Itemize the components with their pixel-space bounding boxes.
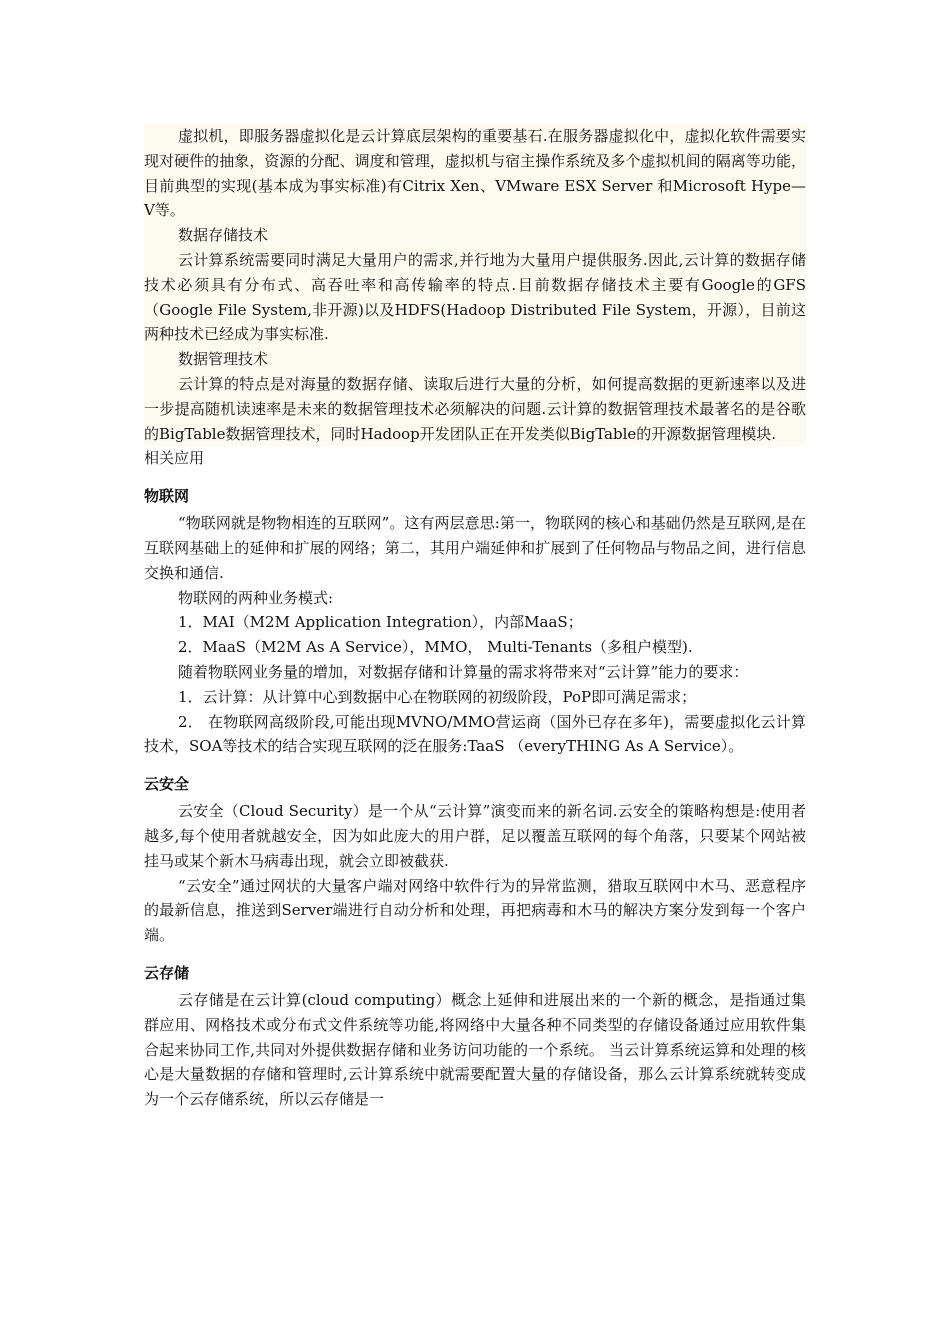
cloud-security-paragraph-2: “云安全”通过网状的大量客户端对网络中软件行为的异常监测，猎取互联网中木马、恶意程序的最新信息，推送到Server端进行自动分析和处理，再把病毒和木马的解决方案分发到每一个客户端。: [144, 876, 806, 945]
cloud-security-paragraph-1: 云安全（Cloud Security）是一个从“云计算”演变而来的新名词.云安全的策略构想是:使用者越多,每个使用者就越安全，因为如此庞大的用户群，足以覆盖互联网的每个角落，只要某个网站被挂马或某个新木马病毒出现，就会立即被截获.: [144, 802, 806, 870]
storage-tech-paragraph: 云计算系统需要同时满足大量用户的需求,并行地为大量用户提供服务.因此,云计算的数据存储技术必须具有分布式、高吞吐率和高传输率的特点.目前数据存储技术主要有Google的GFS（Google File System,非开源)以及HDFS(Hadoop Distributed File System，开源），目前这两种技术已经成为事实标准.: [144, 250, 806, 344]
cloud-storage-paragraph-1: 云存储是在云计算(cloud computing）概念上延伸和进展出来的一个新的概念，是指通过集群应用、网格技术或分布式文件系统等功能,将网络中大量各种不同类型的存储设备通过应用软件集合起来协同工作,共同对外提供数据存储和业务访问功能的一个系统。 当云计算系统运算和处理的核心是大量数据的存储和管理时,云计算系统中就需要配置大量的存储设备，那么云计算系统就转变成为一个云存储系统，所以云存储是一: [144, 990, 806, 1109]
iot-paragraph-5: 随着物联网业务量的增加，对数据存储和计算量的需求将带来对“云计算”能力的要求：: [178, 662, 749, 681]
iot-paragraph-4: 2．MaaS（M2M As A Service），MMO， Multi-Tenants（多租户模型).: [178, 638, 693, 657]
storage-tech-title: 数据存储技术: [178, 226, 269, 245]
virtualization-paragraph: 虚拟机，即服务器虚拟化是云计算底层架构的重要基石.在服务器虚拟化中，虚拟化软件需要实现对硬件的抽象，资源的分配、调度和管理，虚拟机与宿主操作系统及多个虚拟机间的隔离等功能，目前典型的实现(基本成为事实标准)有Citrix Xen、VMware ESX Server 和Microsoft Hype—V等。: [144, 127, 806, 220]
management-tech-paragraph: 云计算的特点是对海量的数据存储、读取后进行大量的分析，如何提高数据的更新速率以及进一步提高随机读速率是未来的数据管理技术必须解决的问题.云计算的数据管理技术最著名的是谷歌的BigTable数据管理技术，同时Hadoop开发团队正在开发类似BigTable的开源数据管理模块.: [144, 374, 806, 443]
cloud-storage-heading: 云存储: [144, 963, 190, 982]
iot-paragraph-2: 物联网的两种业务模式:: [178, 588, 334, 607]
related-apps-title: 相关应用: [144, 446, 806, 471]
management-tech-title: 数据管理技术: [178, 350, 269, 369]
iot-paragraph-7: 2． 在物联网高级阶段,可能出现MVNO/MMO营运商（国外已存在多年)，需要虚拟化云计算技术，SOA等技术的结合实现互联网的泛在服务:TaaS （everyTHING As A Service）。: [144, 712, 806, 756]
cloud-security-heading: 云安全: [144, 775, 190, 794]
iot-paragraph-6: 1．云计算：从计算中心到数据中心在物联网的初级阶段，PoP即可满足需求；: [178, 687, 697, 706]
shaded-block: [144, 124, 806, 446]
iot-paragraph-1: “物联网就是物物相连的互联网”。这有两层意思:第一，物联网的核心和基础仍然是互联网,是在互联网基础上的延伸和扩展的网络；第二，其用户端延伸和扩展到了任何物品与物品之间，进行信息交换和通信.: [144, 514, 806, 582]
document-body: [144, 124, 806, 1112]
iot-paragraph-3: 1．MAI（M2M Application Integration），内部MaaS；: [178, 613, 583, 632]
iot-heading: 物联网: [144, 487, 190, 506]
